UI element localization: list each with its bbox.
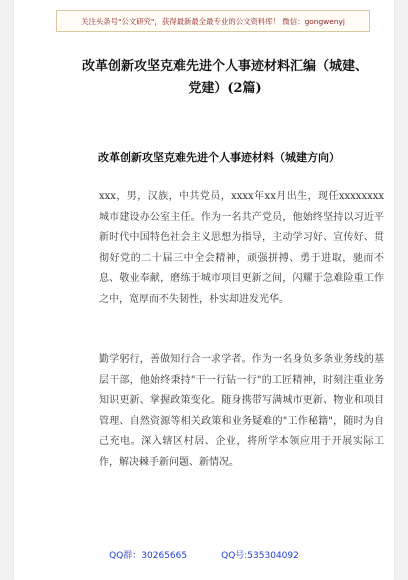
promo-banner (56, 10, 370, 32)
footer-qq-group: QQ群：30265665 (109, 551, 188, 561)
body-paragraph-2: 勤学躬行，善做知行合一求学者。作为一名身负多条业务线的基层干部，他始终秉持"干一行钻一行"的工匠精神，时刻注重业务知识更新、掌握政策变化。随身携带写满城市更新、物业和项目管理、自然资源等相关政策和业务疑难的"工作秘籍"，随时为自己充电。深入辖区村居、企业，将所学本领应用于开展实际工作，解决棘手新问题、新情况。 (99, 354, 384, 468)
document-title: 改革创新攻坚克难先进个人事迹材料汇编（城建、党建）(2篇) (81, 59, 368, 96)
footer-qq-number: QQ号:535304092 (221, 551, 299, 561)
document-page (14, 0, 394, 580)
body-paragraph-1: xxx，男，汉族，中共党员，xxxx年xx月出生，现任xxxxxxxx城市建设办公室主任。作为一名共产党员，他始终坚持以习近平新时代中国特色社会主义思想为指导，主动学习好、宣传好、贯彻好党的二十届三中全会精神，顽强拼搏、勇于进取，驰而不息、敬业奉献，磨练于城市项目更新之间，闪耀于急难险重工作之中，宽厚而不失韧性，朴实却进发光华。 (99, 191, 384, 305)
promo-banner-text: 关注头条号"公文研究"，获得最新最全最专业的公文资料库！ 微信：gongwenyj (81, 16, 345, 26)
footer-contact (14, 548, 394, 561)
section-title: 改革创新攻坚克难先进个人事迹材料（城建方向） (98, 151, 340, 164)
